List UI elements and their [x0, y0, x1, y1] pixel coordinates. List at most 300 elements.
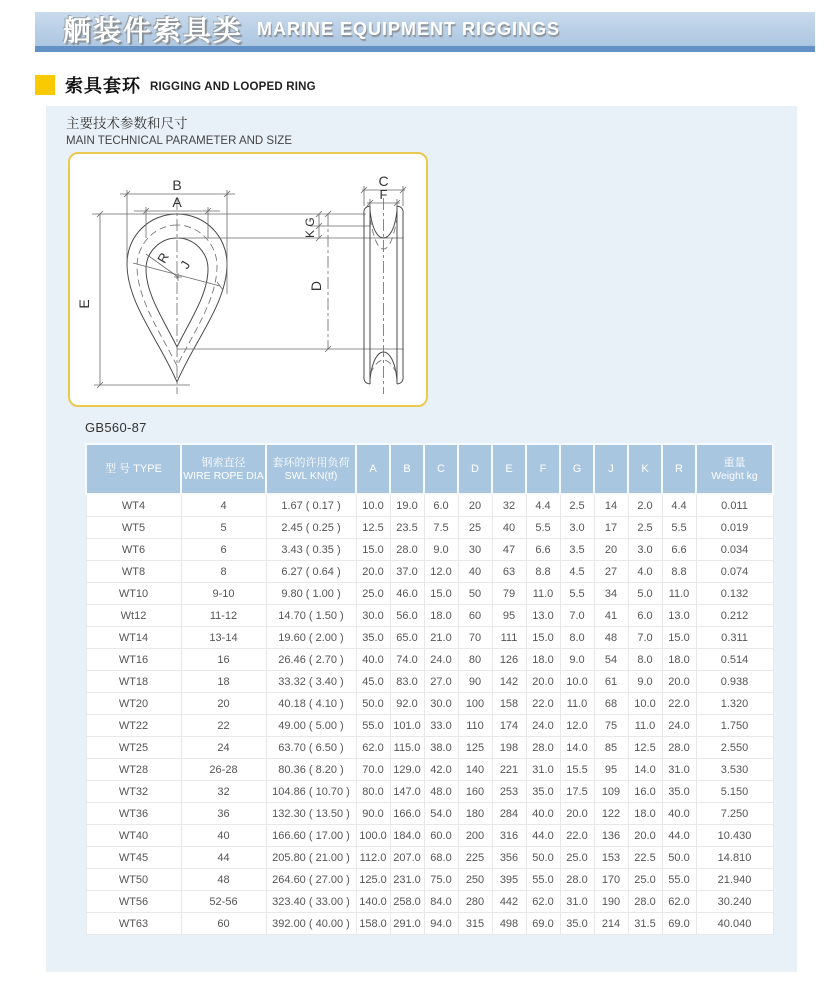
table-cell: 258.0 — [390, 891, 424, 913]
table-cell: 174 — [492, 715, 526, 737]
table-row — [86, 759, 773, 781]
table-cell: WT22 — [86, 715, 181, 737]
table-cell: 22 — [181, 715, 266, 737]
section-title-en: RIGGING AND LOOPED RING — [150, 81, 316, 93]
table-cell: 35.0 — [560, 913, 594, 935]
spec-table-head — [86, 444, 773, 494]
table-cell: 40.040 — [696, 913, 773, 935]
table-cell: 31.0 — [526, 759, 560, 781]
table-cell: 68.0 — [424, 847, 458, 869]
table-cell: 19.60 ( 2.00 ) — [266, 627, 356, 649]
table-cell: 205.80 ( 21.00 ) — [266, 847, 356, 869]
table-cell: 0.132 — [696, 583, 773, 605]
table-cell: 40 — [458, 561, 492, 583]
table-cell: WT10 — [86, 583, 181, 605]
col-header-g: G — [560, 444, 594, 494]
table-cell: 9.80 ( 1.00 ) — [266, 583, 356, 605]
table-cell: 140.0 — [356, 891, 390, 913]
table-cell: 18.0 — [424, 605, 458, 627]
table-cell: 3.43 ( 0.35 ) — [266, 539, 356, 561]
table-cell: 84.0 — [424, 891, 458, 913]
table-cell: WT5 — [86, 517, 181, 539]
table-cell: 25.0 — [356, 583, 390, 605]
table-cell: 110 — [458, 715, 492, 737]
table-cell: 101.0 — [390, 715, 424, 737]
table-cell: 48 — [181, 869, 266, 891]
table-row — [86, 517, 773, 539]
table-cell: WT63 — [86, 913, 181, 935]
table-cell: 15.0 — [356, 539, 390, 561]
table-row — [86, 671, 773, 693]
table-cell: 7.5 — [424, 517, 458, 539]
table-cell: 6.0 — [424, 494, 458, 517]
table-cell: 8 — [181, 561, 266, 583]
table-cell: 4.4 — [662, 494, 696, 517]
technical-drawing-box — [68, 152, 428, 407]
table-cell: 8.0 — [560, 627, 594, 649]
table-row — [86, 561, 773, 583]
table-cell: 104.86 ( 10.70 ) — [266, 781, 356, 803]
table-cell: 180 — [458, 803, 492, 825]
table-cell: 142 — [492, 671, 526, 693]
yellow-bullet-icon — [35, 75, 55, 95]
table-cell: 70.0 — [356, 759, 390, 781]
table-cell: 35.0 — [662, 781, 696, 803]
table-cell: 5.5 — [662, 517, 696, 539]
col-header-d: D — [458, 444, 492, 494]
table-cell: 24.0 — [526, 715, 560, 737]
table-cell: 111 — [492, 627, 526, 649]
table-cell: 74.0 — [390, 649, 424, 671]
table-cell: 40.0 — [356, 649, 390, 671]
table-cell: 69.0 — [526, 913, 560, 935]
table-cell: 12.5 — [628, 737, 662, 759]
table-row — [86, 539, 773, 561]
table-cell: 8.0 — [628, 649, 662, 671]
table-cell: 100.0 — [356, 825, 390, 847]
table-cell: 44 — [181, 847, 266, 869]
table-row — [86, 781, 773, 803]
table-cell: 15.0 — [526, 627, 560, 649]
table-cell: 31.5 — [628, 913, 662, 935]
dim-label-j: J — [176, 258, 194, 272]
table-cell: 280 — [458, 891, 492, 913]
table-cell: 140 — [458, 759, 492, 781]
table-cell: 7.250 — [696, 803, 773, 825]
table-cell: 10.430 — [696, 825, 773, 847]
table-cell: 2.5 — [560, 494, 594, 517]
table-cell: 26-28 — [181, 759, 266, 781]
table-cell: 46.0 — [390, 583, 424, 605]
table-cell: 22.0 — [526, 693, 560, 715]
table-cell: 30.0 — [424, 693, 458, 715]
table-row — [86, 803, 773, 825]
table-cell: WT28 — [86, 759, 181, 781]
table-cell: 56.0 — [390, 605, 424, 627]
table-cell: 52-56 — [181, 891, 266, 913]
col-header-a: A — [356, 444, 390, 494]
table-cell: 20.0 — [356, 561, 390, 583]
table-cell: 17 — [594, 517, 628, 539]
table-cell: 112.0 — [356, 847, 390, 869]
table-cell: 129.0 — [390, 759, 424, 781]
table-cell: 50 — [458, 583, 492, 605]
table-cell: 190 — [594, 891, 628, 913]
banner-title-zh: 舾装件索具类 — [63, 15, 244, 46]
table-cell: 21.940 — [696, 869, 773, 891]
table-cell: 12.0 — [424, 561, 458, 583]
table-cell: 3.0 — [560, 517, 594, 539]
table-cell: 3.0 — [628, 539, 662, 561]
table-cell: 16 — [181, 649, 266, 671]
table-cell: 95 — [594, 759, 628, 781]
table-row — [86, 913, 773, 935]
banner-title-en: MARINE EQUIPMENT RIGGINGS — [257, 18, 561, 39]
table-cell: 316 — [492, 825, 526, 847]
table-cell: 70 — [458, 627, 492, 649]
table-cell: 8.8 — [526, 561, 560, 583]
table-cell: 18 — [181, 671, 266, 693]
table-cell: 0.019 — [696, 517, 773, 539]
table-cell: 21.0 — [424, 627, 458, 649]
table-cell: 136 — [594, 825, 628, 847]
table-cell: 60.0 — [424, 825, 458, 847]
table-cell: 4.4 — [526, 494, 560, 517]
table-cell: 12.0 — [560, 715, 594, 737]
table-cell: 50.0 — [526, 847, 560, 869]
table-cell: 115.0 — [390, 737, 424, 759]
table-cell: 1.320 — [696, 693, 773, 715]
table-cell: 49.00 ( 5.00 ) — [266, 715, 356, 737]
dim-label-g: G — [303, 217, 317, 227]
spec-table-body — [86, 494, 773, 935]
table-cell: 38.0 — [424, 737, 458, 759]
table-cell: 13.0 — [526, 605, 560, 627]
table-cell: 44.0 — [662, 825, 696, 847]
table-cell: 3.5 — [560, 539, 594, 561]
table-cell: 5.5 — [526, 517, 560, 539]
table-cell: 3.530 — [696, 759, 773, 781]
table-cell: 63 — [492, 561, 526, 583]
table-cell: 40.18 ( 4.10 ) — [266, 693, 356, 715]
table-cell: WT4 — [86, 494, 181, 517]
table-cell: 22.5 — [628, 847, 662, 869]
table-cell: 92.0 — [390, 693, 424, 715]
table-row — [86, 715, 773, 737]
table-cell: 85 — [594, 737, 628, 759]
table-cell: 40.0 — [526, 803, 560, 825]
section-heading — [35, 72, 316, 98]
table-cell: 170 — [594, 869, 628, 891]
table-cell: 69.0 — [662, 913, 696, 935]
table-cell: 9.0 — [424, 539, 458, 561]
table-row — [86, 869, 773, 891]
table-cell: WT56 — [86, 891, 181, 913]
table-cell: WT36 — [86, 803, 181, 825]
thimble-diagram — [70, 154, 426, 405]
table-cell: 122 — [594, 803, 628, 825]
table-cell: 30.0 — [356, 605, 390, 627]
table-cell: 55.0 — [662, 869, 696, 891]
table-cell: 9.0 — [560, 649, 594, 671]
section-title-zh: 索具套环 — [65, 76, 141, 96]
table-cell: 45.0 — [356, 671, 390, 693]
table-cell: 90.0 — [356, 803, 390, 825]
table-cell: 62.0 — [526, 891, 560, 913]
col-header-weight: 重量 Weight kg — [696, 444, 773, 494]
table-cell: 27 — [594, 561, 628, 583]
table-cell: 6.6 — [526, 539, 560, 561]
table-cell: WT20 — [86, 693, 181, 715]
table-cell: 2.5 — [628, 517, 662, 539]
table-cell: 184.0 — [390, 825, 424, 847]
table-cell: 18.0 — [628, 803, 662, 825]
table-cell: 2.0 — [628, 494, 662, 517]
table-cell: 158.0 — [356, 913, 390, 935]
table-cell: 31.0 — [662, 759, 696, 781]
table-cell: 20 — [458, 494, 492, 517]
table-cell: 44.0 — [526, 825, 560, 847]
table-cell: 54.0 — [424, 803, 458, 825]
col-header-wire-rope-dia: 钢索直径 WIRE ROPE DIA — [181, 444, 266, 494]
dim-label-r: R — [154, 249, 172, 266]
table-cell: 11.0 — [628, 715, 662, 737]
table-cell: 126 — [492, 649, 526, 671]
table-cell: 4.0 — [628, 561, 662, 583]
table-cell: 9.0 — [628, 671, 662, 693]
table-cell: 36 — [181, 803, 266, 825]
intro-line-zh: 主要技术参数和尺寸 — [66, 116, 188, 131]
table-cell: 109 — [594, 781, 628, 803]
table-cell: 35.0 — [526, 781, 560, 803]
table-cell: 498 — [492, 913, 526, 935]
table-cell: 33.32 ( 3.40 ) — [266, 671, 356, 693]
table-cell: 14.70 ( 1.50 ) — [266, 605, 356, 627]
table-cell: 132.30 ( 13.50 ) — [266, 803, 356, 825]
table-cell: 225 — [458, 847, 492, 869]
table-cell: 55.0 — [526, 869, 560, 891]
table-cell: 6 — [181, 539, 266, 561]
table-row — [86, 494, 773, 517]
table-cell: WT8 — [86, 561, 181, 583]
table-cell: 20.0 — [526, 671, 560, 693]
table-cell: 5.5 — [560, 583, 594, 605]
table-cell: WT25 — [86, 737, 181, 759]
table-cell: 18.0 — [662, 649, 696, 671]
table-cell: 11.0 — [662, 583, 696, 605]
table-row — [86, 693, 773, 715]
table-cell: 47 — [492, 539, 526, 561]
table-cell: WT32 — [86, 781, 181, 803]
dim-label-f: F — [379, 187, 388, 202]
table-cell: 395 — [492, 869, 526, 891]
table-cell: 13-14 — [181, 627, 266, 649]
table-cell: 62.0 — [356, 737, 390, 759]
table-cell: 50.0 — [356, 693, 390, 715]
table-cell: 95 — [492, 605, 526, 627]
table-cell: 20.0 — [560, 803, 594, 825]
table-cell: 63.70 ( 6.50 ) — [266, 737, 356, 759]
intro-text — [66, 112, 292, 147]
table-cell: 7.0 — [560, 605, 594, 627]
table-cell: 2.550 — [696, 737, 773, 759]
table-cell: 1.750 — [696, 715, 773, 737]
table-cell: 34 — [594, 583, 628, 605]
table-cell: 90 — [458, 671, 492, 693]
table-cell: 20 — [594, 539, 628, 561]
dim-label-a: A — [172, 194, 182, 210]
table-cell: 28.0 — [662, 737, 696, 759]
table-cell: 22.0 — [560, 825, 594, 847]
table-cell: 20 — [181, 693, 266, 715]
table-cell: WT40 — [86, 825, 181, 847]
table-cell: 12.5 — [356, 517, 390, 539]
table-cell: 5 — [181, 517, 266, 539]
table-row — [86, 847, 773, 869]
col-header-j: J — [594, 444, 628, 494]
table-cell: WT50 — [86, 869, 181, 891]
col-header-k: K — [628, 444, 662, 494]
table-cell: 207.0 — [390, 847, 424, 869]
table-cell: 31.0 — [560, 891, 594, 913]
table-cell: 32 — [492, 494, 526, 517]
standard-code: GB560-87 — [85, 420, 147, 435]
table-cell: 50.0 — [662, 847, 696, 869]
table-cell: 28.0 — [628, 891, 662, 913]
dim-label-c: C — [378, 173, 389, 189]
table-cell: 14 — [594, 494, 628, 517]
table-cell: 16.0 — [628, 781, 662, 803]
table-cell: 442 — [492, 891, 526, 913]
table-cell: 15.0 — [424, 583, 458, 605]
table-cell: 6.6 — [662, 539, 696, 561]
table-cell: 356 — [492, 847, 526, 869]
table-cell: 23.5 — [390, 517, 424, 539]
table-cell: 14.810 — [696, 847, 773, 869]
col-header-type: 型 号 TYPE — [86, 444, 181, 494]
table-cell: 5.150 — [696, 781, 773, 803]
table-cell: 40.0 — [662, 803, 696, 825]
table-row — [86, 737, 773, 759]
table-cell: 37.0 — [390, 561, 424, 583]
content-panel — [46, 106, 797, 972]
col-header-e: E — [492, 444, 526, 494]
table-cell: 20.0 — [662, 671, 696, 693]
table-cell: 41 — [594, 605, 628, 627]
table-cell: 231.0 — [390, 869, 424, 891]
table-cell: 48 — [594, 627, 628, 649]
table-cell: 153 — [594, 847, 628, 869]
table-cell: 48.0 — [424, 781, 458, 803]
dim-label-e: E — [76, 299, 92, 309]
table-row — [86, 627, 773, 649]
col-header-c: C — [424, 444, 458, 494]
table-cell: 55.0 — [356, 715, 390, 737]
table-cell: 6.27 ( 0.64 ) — [266, 561, 356, 583]
table-cell: 125.0 — [356, 869, 390, 891]
table-cell: 20.0 — [628, 825, 662, 847]
table-cell: 100 — [458, 693, 492, 715]
table-cell: 200 — [458, 825, 492, 847]
table-cell: 68 — [594, 693, 628, 715]
table-row — [86, 649, 773, 671]
table-cell: 62.0 — [662, 891, 696, 913]
table-cell: 4.5 — [560, 561, 594, 583]
table-cell: 315 — [458, 913, 492, 935]
spec-table — [85, 443, 774, 935]
table-cell: 7.0 — [628, 627, 662, 649]
table-cell: 25.0 — [560, 847, 594, 869]
table-cell: 24.0 — [424, 649, 458, 671]
table-cell: WT18 — [86, 671, 181, 693]
col-header-b: B — [390, 444, 424, 494]
table-cell: 28.0 — [526, 737, 560, 759]
table-row — [86, 825, 773, 847]
header-row — [86, 444, 773, 494]
table-row — [86, 605, 773, 627]
table-cell: 26.46 ( 2.70 ) — [266, 649, 356, 671]
table-cell: 18.0 — [526, 649, 560, 671]
table-cell: 30 — [458, 539, 492, 561]
table-cell: 94.0 — [424, 913, 458, 935]
table-cell: 25.0 — [628, 869, 662, 891]
table-cell: 79 — [492, 583, 526, 605]
table-cell: 0.011 — [696, 494, 773, 517]
dim-label-k: K — [303, 229, 317, 239]
table-cell: 10.0 — [356, 494, 390, 517]
table-cell: 11-12 — [181, 605, 266, 627]
table-cell: 125 — [458, 737, 492, 759]
table-cell: 80.36 ( 8.20 ) — [266, 759, 356, 781]
table-cell: 28.0 — [560, 869, 594, 891]
table-cell: 10.0 — [628, 693, 662, 715]
table-cell: 0.034 — [696, 539, 773, 561]
table-cell: 32 — [181, 781, 266, 803]
intro-line-en: MAIN TECHNICAL PARAMETER AND SIZE — [66, 135, 292, 147]
dim-label-b: B — [172, 177, 182, 193]
table-cell: 0.074 — [696, 561, 773, 583]
table-cell: 250 — [458, 869, 492, 891]
table-cell: 40 — [492, 517, 526, 539]
table-row — [86, 583, 773, 605]
table-cell: 40 — [181, 825, 266, 847]
table-cell: 198 — [492, 737, 526, 759]
table-cell: 33.0 — [424, 715, 458, 737]
table-cell: 392.00 ( 40.00 ) — [266, 913, 356, 935]
table-cell: Wt12 — [86, 605, 181, 627]
table-cell: 291.0 — [390, 913, 424, 935]
table-cell: 19.0 — [390, 494, 424, 517]
table-cell: 221 — [492, 759, 526, 781]
table-cell: 166.0 — [390, 803, 424, 825]
table-cell: 61 — [594, 671, 628, 693]
table-cell: WT45 — [86, 847, 181, 869]
table-cell: 14.0 — [560, 737, 594, 759]
table-cell: 6.0 — [628, 605, 662, 627]
col-header-r: R — [662, 444, 696, 494]
table-cell: 17.5 — [560, 781, 594, 803]
table-cell: 75 — [594, 715, 628, 737]
table-cell: 253 — [492, 781, 526, 803]
table-cell: 323.40 ( 33.00 ) — [266, 891, 356, 913]
page-banner — [35, 12, 815, 52]
table-cell: 147.0 — [390, 781, 424, 803]
table-cell: 80 — [458, 649, 492, 671]
table-cell: 60 — [458, 605, 492, 627]
table-cell: 2.45 ( 0.25 ) — [266, 517, 356, 539]
table-cell: 1.67 ( 0.17 ) — [266, 494, 356, 517]
table-cell: 24.0 — [662, 715, 696, 737]
